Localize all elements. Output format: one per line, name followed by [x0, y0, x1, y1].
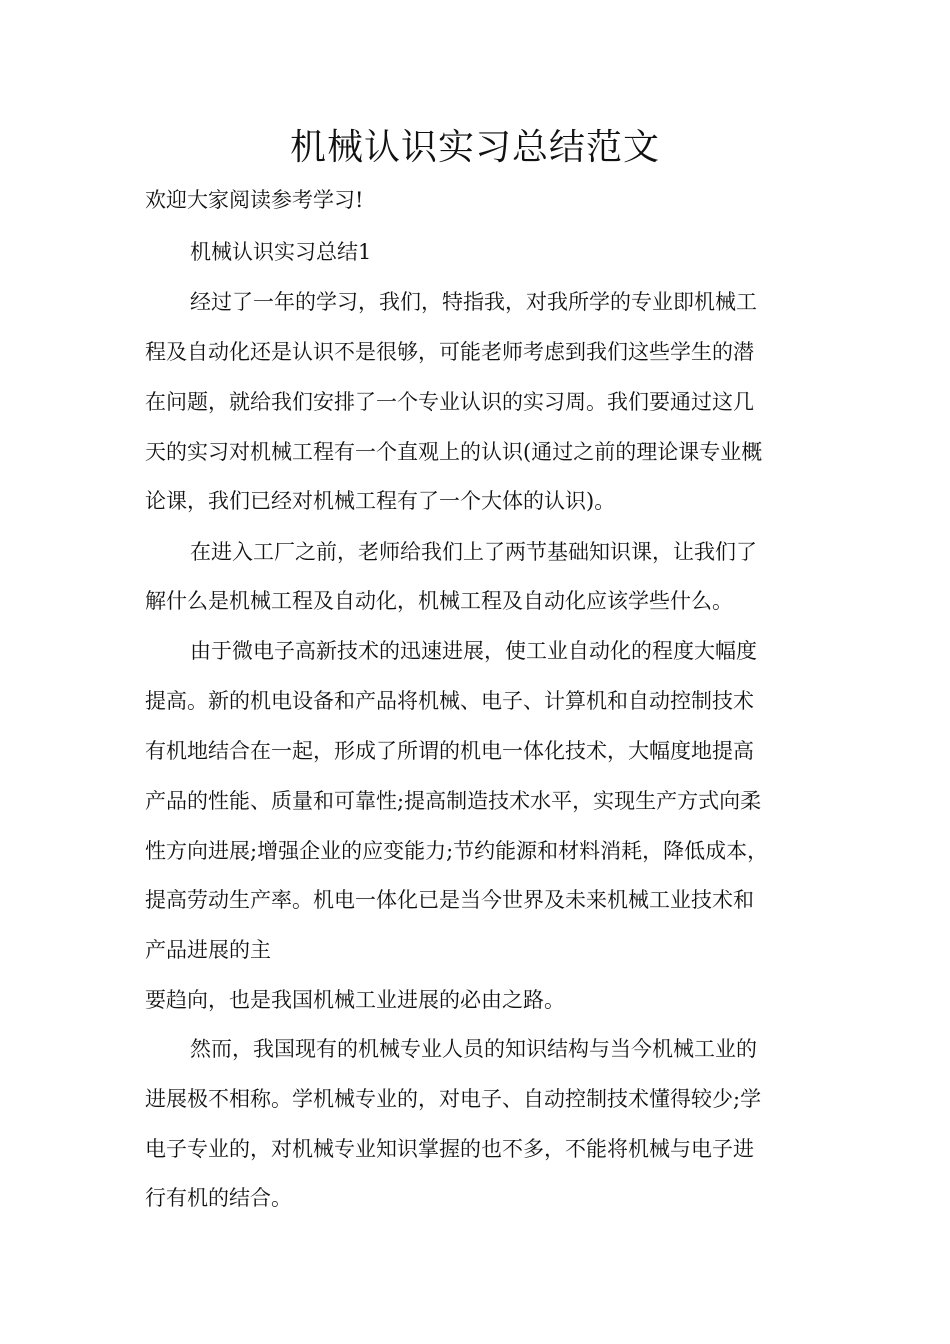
- paragraph-line: 要趋向，也是我国机械工业进展的必由之路。: [145, 988, 565, 1012]
- paragraph-line: 经过了一年的学习，我们，特指我，对我所学的专业即机械工: [190, 290, 757, 314]
- paragraph-line: 有机地结合在一起，形成了所谓的机电一体化技术，大幅度地提高: [145, 739, 754, 763]
- paragraph-line: 论课，我们已经对机械工程有了一个大体的认识)。: [145, 489, 616, 513]
- paragraph-line: 进展极不相称。学机械专业的，对电子、自动控制技术懂得较少;学: [145, 1087, 762, 1111]
- paragraph-line: 程及自动化还是认识不是很够，可能老师考虑到我们这些学生的潜: [145, 340, 754, 364]
- section-heading: 机械认识实习总结1: [190, 240, 372, 264]
- paragraph-line: 然而，我国现有的机械专业人员的知识结构与当今机械工业的: [190, 1037, 757, 1061]
- paragraph-line: 电子专业的，对机械专业知识掌握的也不多，不能将机械与电子进: [145, 1137, 754, 1161]
- paragraph-line: 在进入工厂之前，老师给我们上了两节基础知识课，让我们了: [190, 540, 757, 564]
- paragraph-line: 在问题，就给我们安排了一个专业认识的实习周。我们要通过这几: [145, 390, 754, 414]
- paragraph-line: 提高劳动生产率。机电一体化已是当今世界及未来机械工业技术和: [145, 888, 754, 912]
- intro-text: 欢迎大家阅读参考学习!: [145, 188, 364, 212]
- document-title: 机械认识实习总结范文: [289, 127, 660, 168]
- paragraph-line: 产品的性能、质量和可靠性;提高制造技术水平，实现生产方式向柔: [145, 789, 762, 813]
- paragraph-line: 性方向进展;增强企业的应变能力;节约能源和材料消耗，降低成本，: [145, 839, 769, 863]
- paragraph-line: 提高。新的机电设备和产品将机械、电子、计算机和自动控制技术: [145, 689, 754, 713]
- paragraph-line: 天的实习对机械工程有一个直观上的认识(通过之前的理论课专业概: [145, 440, 763, 464]
- paragraph-line: 行有机的结合。: [145, 1186, 292, 1210]
- paragraph-line: 产品进展的主: [145, 938, 271, 962]
- paragraph-line: 解什么是机械工程及自动化，机械工程及自动化应该学些什么。: [145, 589, 733, 613]
- paragraph-line: 由于微电子高新技术的迅速进展，使工业自动化的程度大幅度: [190, 639, 757, 663]
